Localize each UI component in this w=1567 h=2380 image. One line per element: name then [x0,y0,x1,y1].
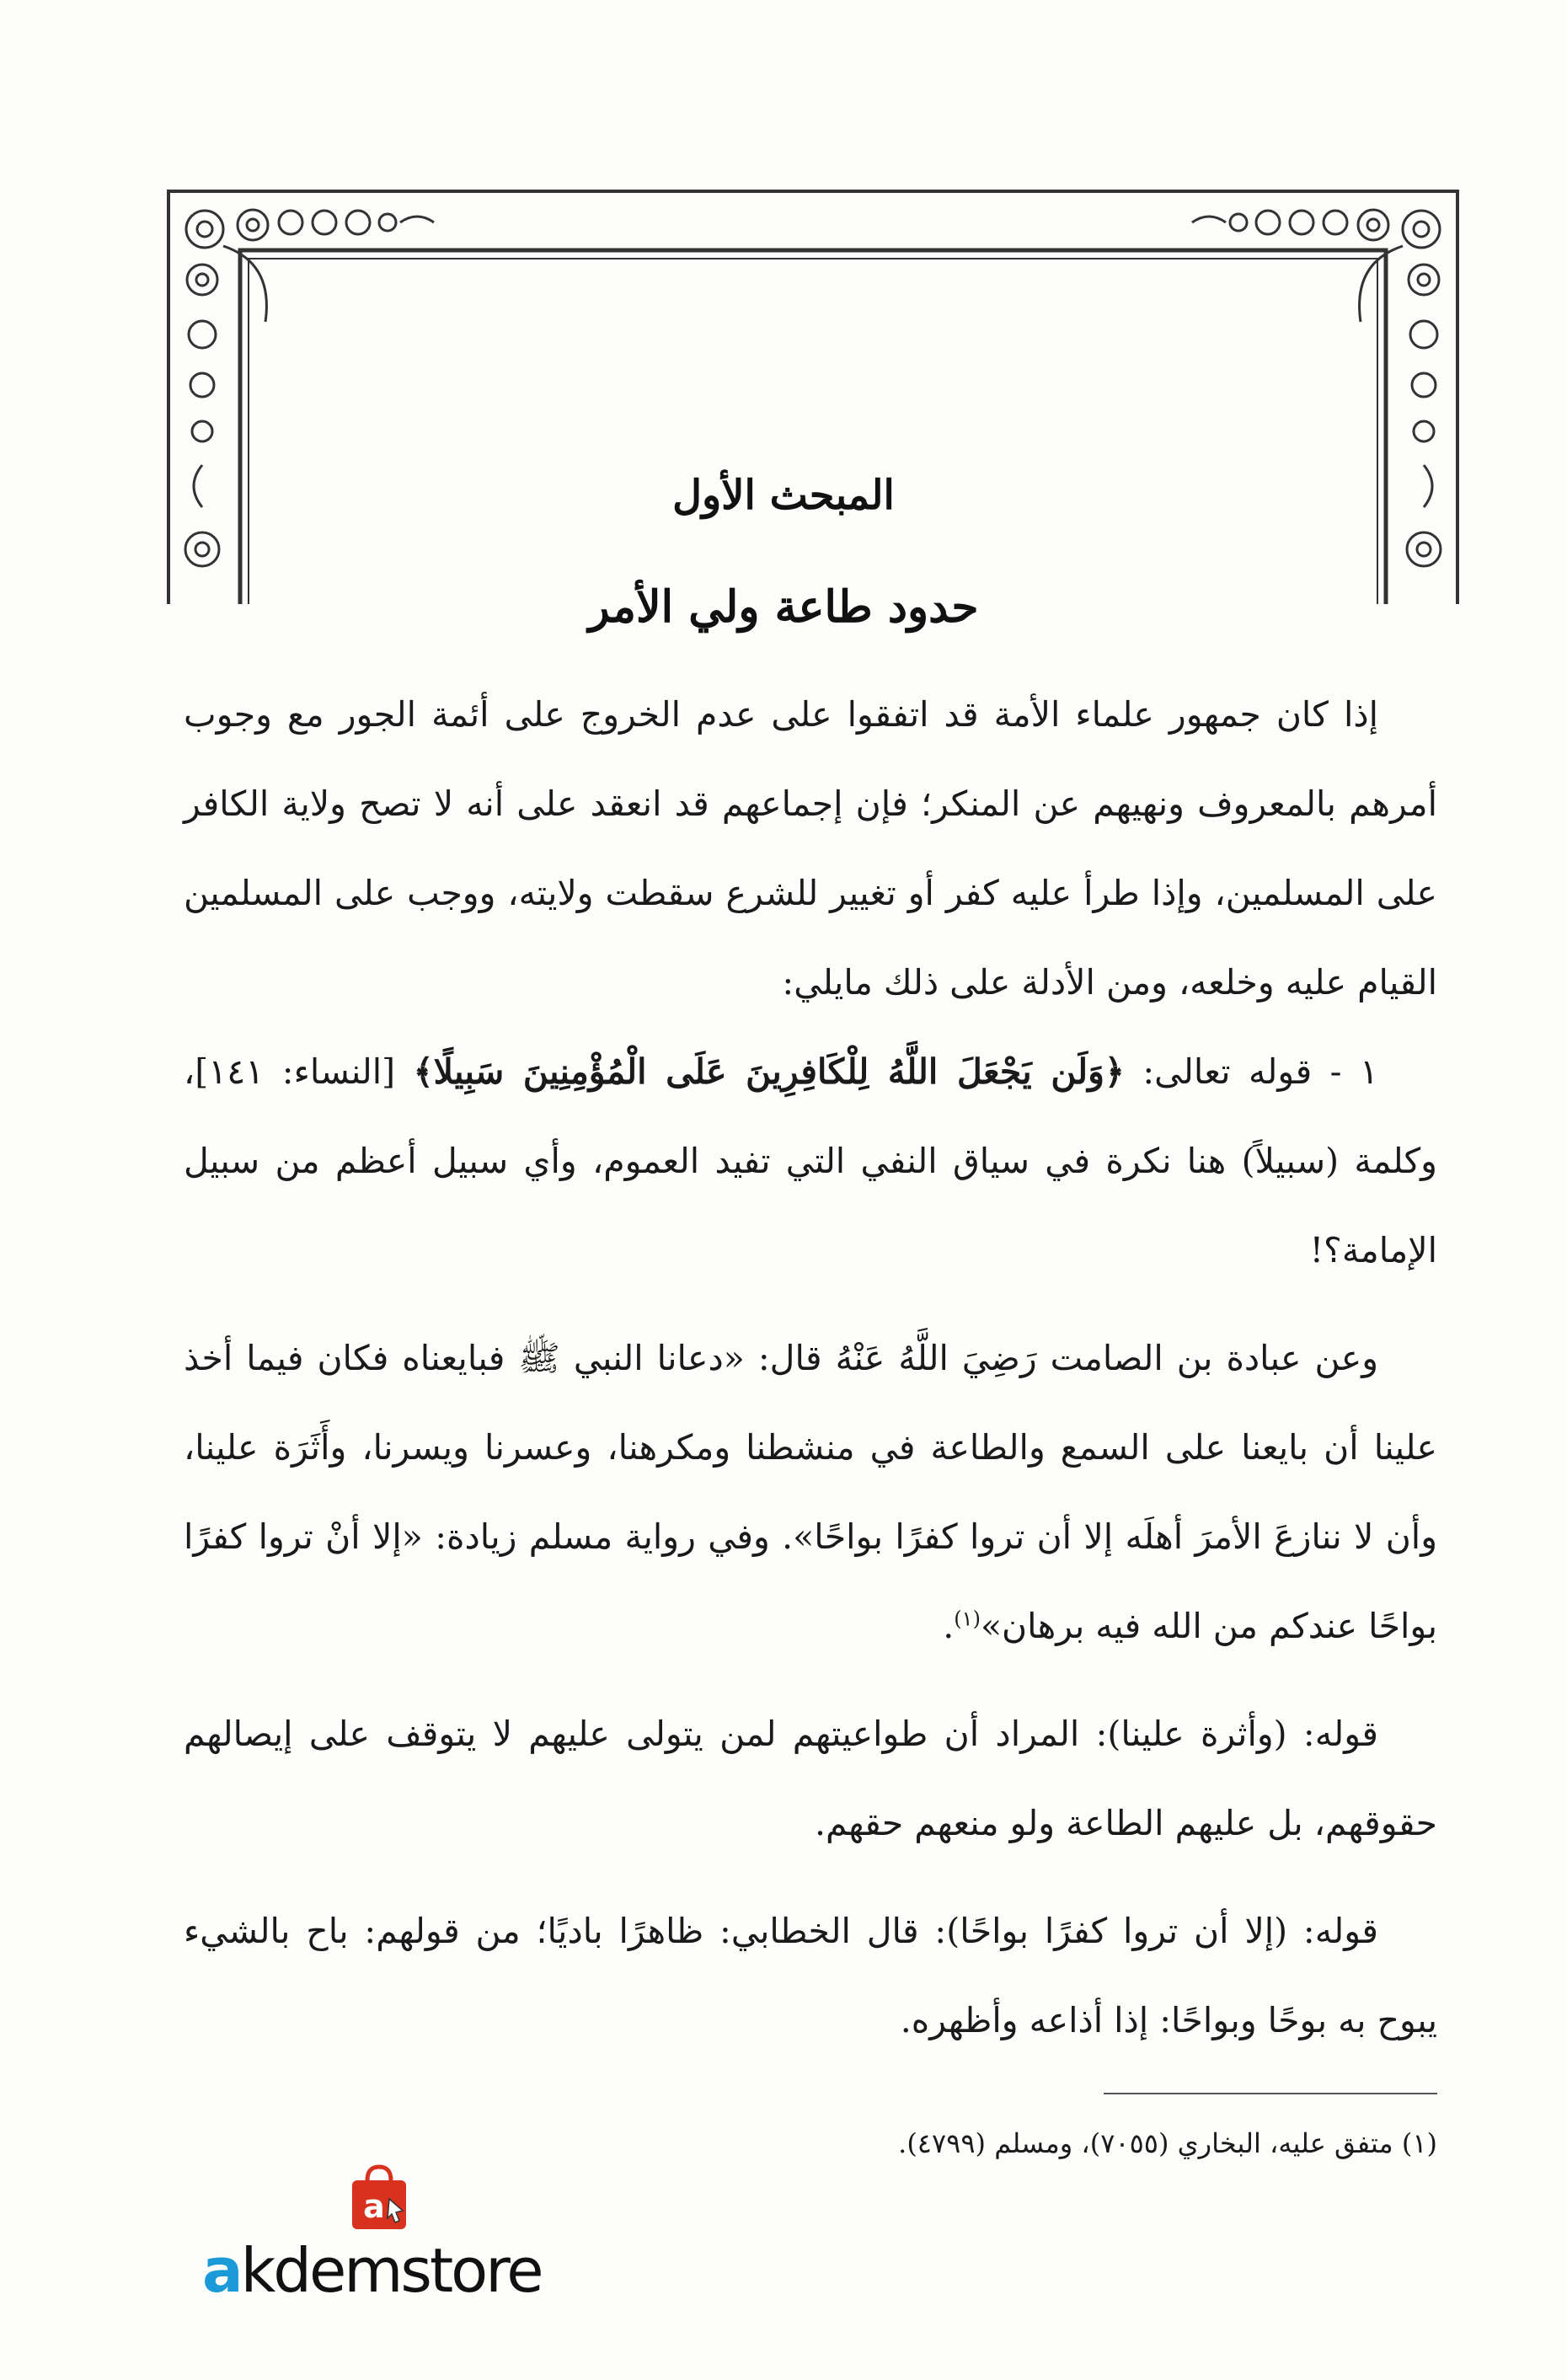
body-text [184,670,1437,2065]
paragraph-3-text: وعن عبادة بن الصامت رَضِيَ اللَّهُ عَنْهُ قال: «دعانا النبي ﷺ فبايعناه فكان فيما أخذ علينا أن بايعنا على السمع والطاعة في منشطنا ومكرهنا، وعسرنا ويسرنا، وأَثَرَة علينا، وأن لا ننازعَ الأمرَ أهلَه إلا أن تروا كفرًا بواحًا». وفي رواية مسلم زيادة: «إلا أنْ تروا كفرًا بواحًا عندكم من الله فيه برهان» [184,1338,1437,1646]
paragraph-2-rest: [النساء: ١٤١]، وكلمة (سبيلاً) هنا نكرة في سياق النفي التي تفيد العموم، وأي سبيل أعظم من سبيل الإمامة؟! [184,1051,1437,1270]
ornamental-frame [164,187,1462,604]
paragraph-3 [184,1313,1437,1671]
section-heading: المبحث الأول [672,472,895,519]
shopping-bag-icon [344,2162,414,2233]
paragraph-2 [184,1027,1437,1295]
paragraph-5: قوله: (إلا أن تروا كفرًا بواحًا): قال الخطابي: ظاهرًا باديًا؛ من قولهم: باح بالشيء يبوح به بوحًا وبواحًا: إذا أذاعه وأظهره. [184,1911,1437,2040]
section-title: حدود طاعة ولي الأمر [588,581,979,633]
footnote-ref: (١) [954,1607,981,1631]
paragraph-2-lead: ١ - قوله تعالى: [1124,1051,1378,1092]
bag-letter: a [363,2188,385,2225]
footnote-divider [1104,2093,1437,2094]
footnote: (١) متفق عليه، البخاري (٧٠٥٥)، ومسلم (٤٧٩٩). [898,2127,1437,2159]
brand-name: akdemstore [202,2235,542,2306]
paragraph-1: إذا كان جمهور علماء الأمة قد اتفقوا على عدم الخروج على أئمة الجور مع وجوب أمرهم بالمعروف ونهيهم عن المنكر؛ فإن إجماعهم قد انعقد على أنه لا تصح ولاية الكافر على المسلمين، وإذا طرأ عليه كفر أو تغيير للشرع سقطت ولايته، ووجب على المسلمين القيام عليه وخلعه، ومن الأدلة على ذلك مايلي: [184,694,1437,1003]
quran-verse: ﴿وَلَن يَجْعَلَ اللَّهُ لِلْكَافِرِينَ عَلَى الْمُؤْمِنِينَ سَبِيلًا﴾ [413,1051,1125,1092]
akdemstore-logo [202,2147,573,2315]
paragraph-3-end: . [943,1606,955,1646]
paragraph-4: قوله: (وأثرة علينا): المراد أن طواعيتهم لمن يتولى عليهم لا يتوقف على إيصالهم حقوقهم، بل عليهم الطاعة ولو منعهم حقهم. [184,1714,1437,1843]
